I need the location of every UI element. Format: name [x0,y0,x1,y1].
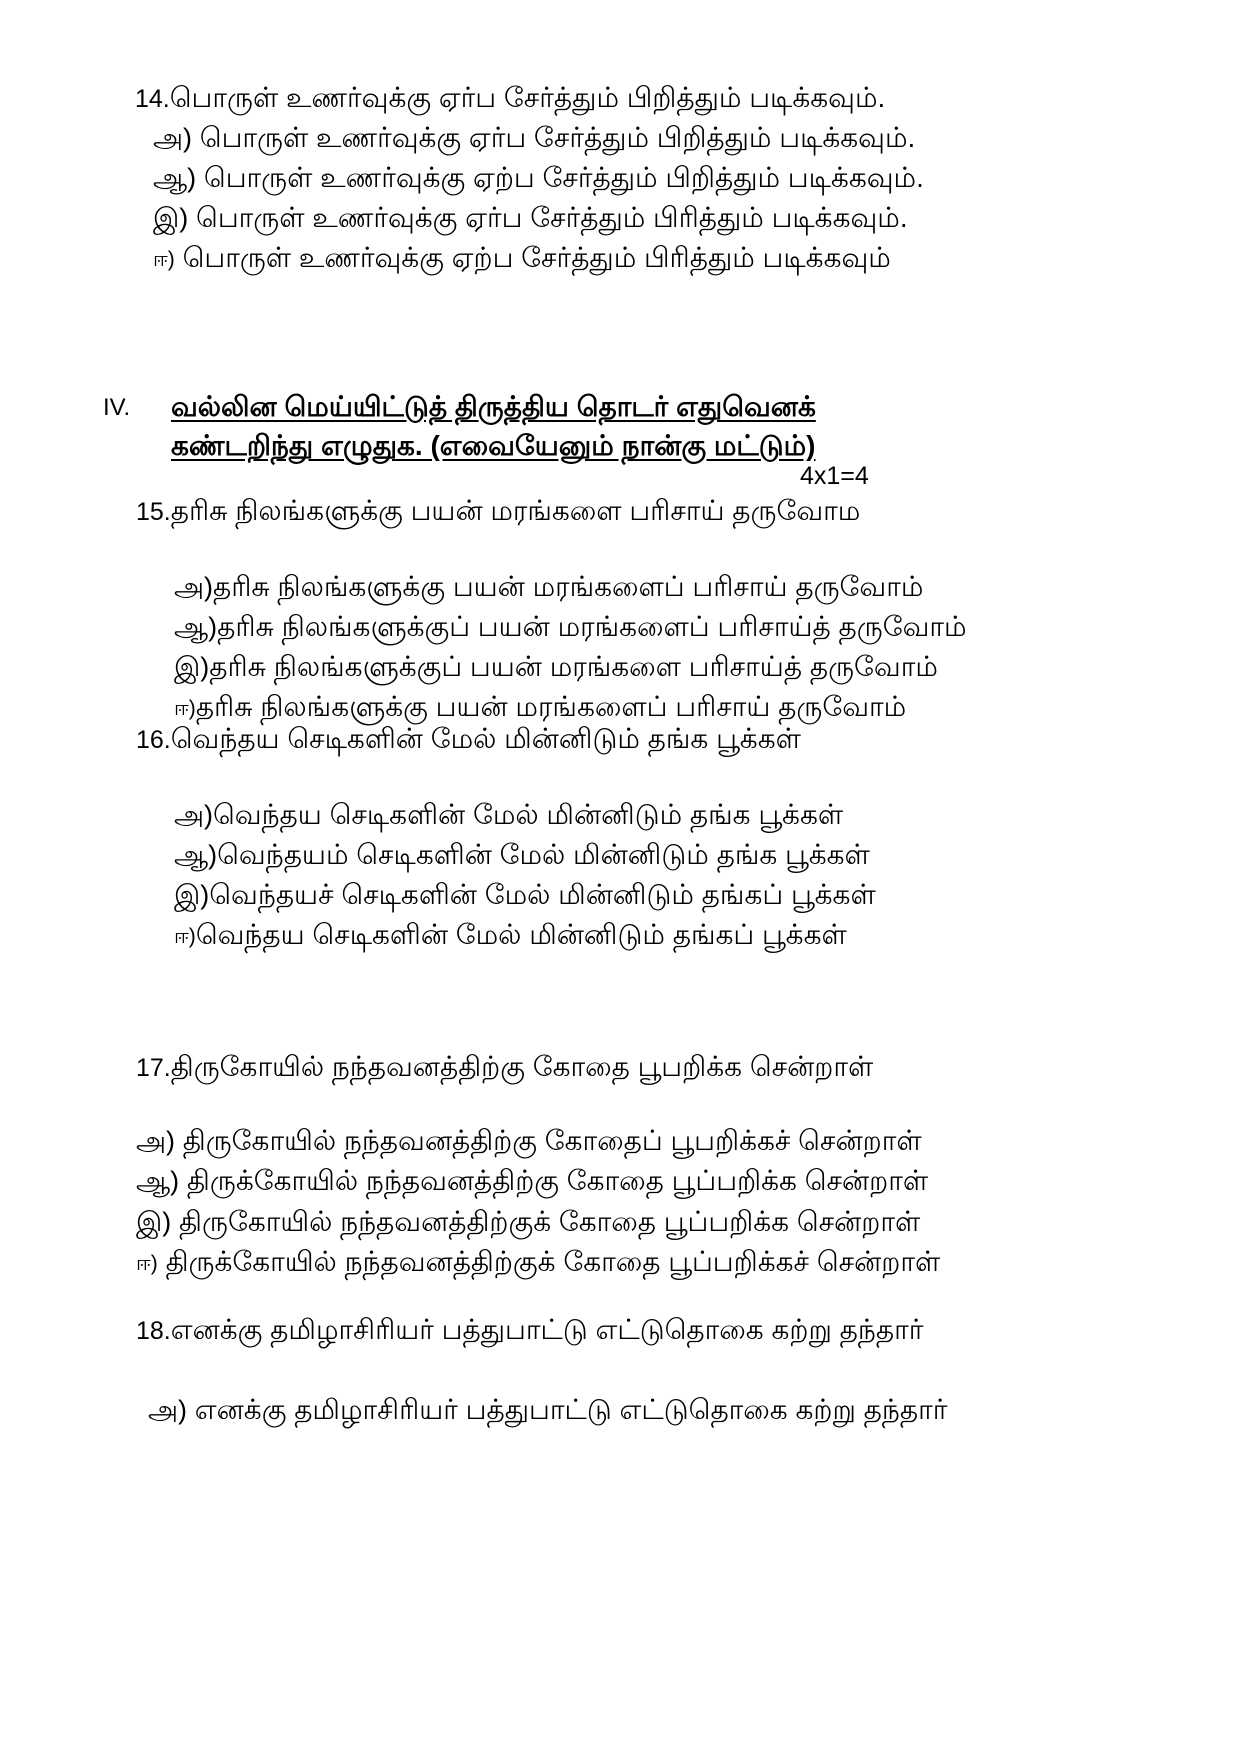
option-key: அ) [174,800,213,830]
option-text: வெந்தயச் செடிகளின் மேல் மின்னிடும் தங்கப் பூக்கள் [209,879,876,910]
option-text: பொருள் உணர்வுக்கு ஏற்ப சேர்த்தும் பிரித்தும் படிக்கவும் [182,242,891,273]
option-key: ஈ) [136,1252,158,1276]
option-text: திருகோயில் நந்தவனத்திற்குக் கோதை பூப்பறிக்க சென்றாள் [179,1205,921,1237]
question-17-options [136,1125,940,1277]
option-text: தரிசு நிலங்களுக்குப் பயன் மரங்களை பரிசாய்த் தருவோம் [209,651,938,682]
option-key: அ) [136,1126,175,1156]
section-4-roman-numeral: IV. [103,394,131,421]
question-17-option-aa[interactable] [136,1165,940,1196]
question-14-stem [135,84,924,112]
option-key: ஈ) [174,925,196,948]
question-17-option-i[interactable] [136,1206,940,1237]
option-text: தரிசு நிலங்களுக்குப் பயன் மரங்களைப் பரிசாய்த் தருவோம் [217,611,967,642]
option-text: திருகோயில் நந்தவனத்திற்கு கோதைப் பூபறிக்கச் சென்றாள் [182,1125,922,1156]
question-18-options [136,1392,947,1428]
question-15-stem-text: தரிசு நிலங்களுக்கு பயன் மரங்களை பரிசாய் தருவோம [170,495,861,526]
option-key: ஆ) [174,840,218,870]
option-text: பொருள் உணர்வுக்கு ஏர்ப சேர்த்தும் பிரித்தும் படிக்கவும். [196,202,908,233]
question-14-option-i[interactable] [135,204,924,232]
option-text: பொருள் உணர்வுக்கு ஏற்ப சேர்த்தும் பிறித்தும் படிக்கவும். [203,162,924,193]
question-18-stem-text: எனக்கு தமிழாசிரியர் பத்துபாட்டு எட்டுதொகை கற்று தந்தார் [170,1314,924,1345]
option-text: எனக்கு தமிழாசிரியர் பத்துபாட்டு எட்டுதொகை கற்று தந்தார் [194,1394,948,1425]
section-4-heading-line-1: வல்லின மெய்யிட்டுத் திருத்திய தொடர் எதுவெனக் [171,391,816,422]
question-14-stem-text: பொருள் உணர்வுக்கு ஏர்ப சேர்த்தும் பிறித்தும் படிக்கவும். [169,82,886,113]
option-text: தரிசு நிலங்களுக்கு பயன் மரங்களைப் பரிசாய் தருவோம் [213,571,924,602]
option-key: அ) [153,123,192,153]
section-4-marks: 4x1=4 [800,462,869,490]
question-14-option-ii[interactable] [135,244,924,272]
question-15-number: 15. [136,498,171,526]
option-key: ஈ) [153,248,175,271]
question-17-option-a[interactable] [136,1125,940,1156]
question-17-option-ii[interactable] [136,1246,940,1277]
question-15-stem [136,497,967,525]
question-16-option-i[interactable] [174,881,876,909]
option-text: வெந்தய செடிகளின் மேல் மின்னிடும் தங்கப் பூக்கள் [195,919,847,950]
option-key: இ) [174,652,210,682]
question-18-block [136,1316,947,1428]
question-14-option-aa[interactable] [135,164,924,192]
option-text: பொருள் உணர்வுக்கு ஏர்ப சேர்த்தும் பிறித்தும் படிக்கவும். [199,122,916,153]
question-17-block [136,1053,940,1286]
option-text: தரிசு நிலங்களுக்கு பயன் மரங்களைப் பரிசாய் தருவோம் [195,691,907,722]
question-17-number: 17. [136,1054,171,1082]
option-text: வெந்தய செடிகளின் மேல் மின்னிடும் தங்க பூக்கள் [213,799,844,830]
question-17-stem [136,1053,940,1081]
section-4-heading-body [171,388,1003,465]
question-16-option-aa[interactable] [174,841,876,869]
question-17-stem-text: திருகோயில் நந்தவனத்திற்கு கோதை பூபறிக்க சென்றாள் [170,1051,874,1082]
question-16-stem [136,725,876,753]
question-15-option-a[interactable] [174,573,967,601]
option-key: அ) [148,1395,187,1425]
option-text: திருக்கோயில் நந்தவனத்திற்கு கோதை பூப்பறிக்க சென்றாள் [186,1165,929,1197]
question-15-block [136,497,967,733]
question-15-option-ii[interactable] [174,693,967,721]
option-key: அ) [174,572,213,602]
question-14-block [135,84,924,272]
question-18-option-a[interactable] [148,1392,947,1428]
section-4-heading-line-2: கண்டறிந்து எழுதுக. (எவையேனும் நான்கு மட்டும்) [171,429,816,461]
option-text: திருக்கோயில் நந்தவனத்திற்குக் கோதை பூப்பறிக்கச் சென்றாள் [165,1246,941,1278]
option-key: ஆ) [153,163,197,193]
question-18-number: 18. [136,1317,171,1345]
option-text: வெந்தயம் செடிகளின் மேல் மின்னிடும் தங்க பூக்கள் [217,839,870,870]
question-14-option-a[interactable] [135,124,924,152]
question-16-number: 16. [136,726,171,754]
option-key: ஆ) [136,1166,180,1197]
question-16-block [136,725,876,961]
question-15-option-aa[interactable] [174,613,967,641]
option-key: ஆ) [174,612,218,642]
question-16-option-a[interactable] [174,801,876,829]
section-4-heading [103,388,1003,465]
option-key: இ) [153,203,189,233]
question-15-option-i[interactable] [174,653,967,681]
option-key: ஈ) [174,697,196,720]
question-16-stem-text: வெந்தய செடிகளின் மேல் மின்னிடும் தங்க பூக்கள் [170,723,801,754]
question-16-options [136,801,876,949]
question-16-option-ii[interactable] [174,921,876,949]
option-key: இ) [136,1206,172,1237]
option-key: இ) [174,880,210,910]
question-14-number: 14. [135,85,170,113]
question-15-options [136,573,967,721]
question-18-stem [136,1316,947,1344]
